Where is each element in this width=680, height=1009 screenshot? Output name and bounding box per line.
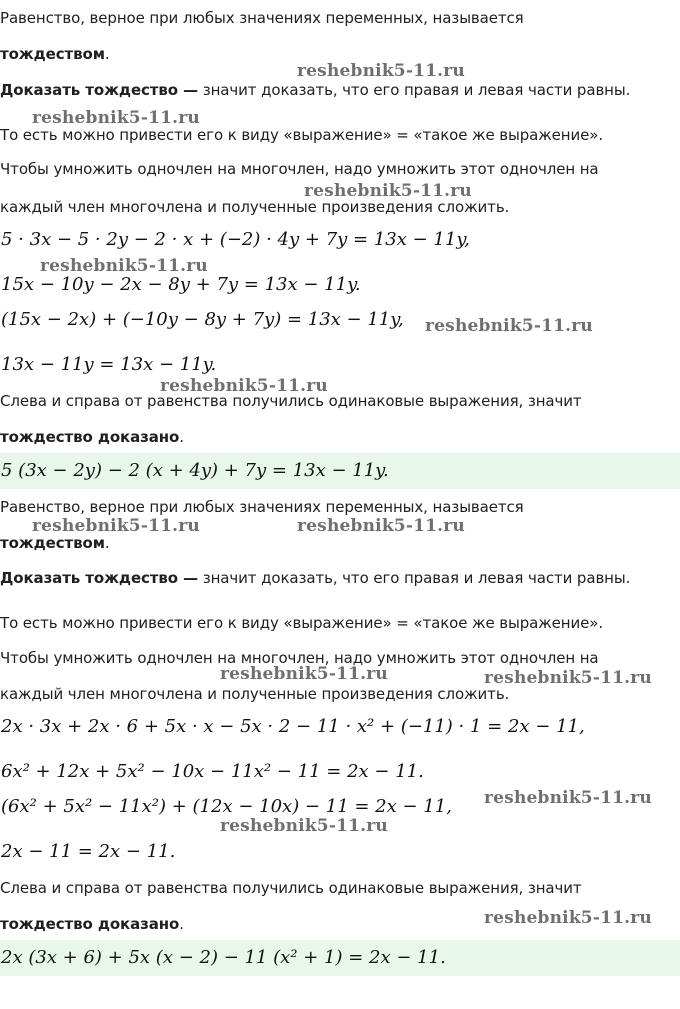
watermark: reshebnik5-11.ru [484,668,652,688]
solution-step-4: 2x − 11 = 2x − 11. [1,841,176,862]
solution-step-1: 2x · 3x + 2x · 6 + 5x · x − 5x · 2 − 11 · x² + (−11) · 1 = 2x − 11, [1,716,585,737]
definition-text: Равенство, верное при любых значениях переменных, называется [0,9,524,27]
solution-step-4: 13x − 11y = 13x − 11y. [1,354,217,375]
proved-text: тождество доказано. [0,428,184,446]
watermark: reshebnik5-11.ru [304,181,472,201]
watermark: reshebnik5-11.ru [484,788,652,808]
watermark: reshebnik5-11.ru [484,908,652,928]
watermark: reshebnik5-11.ru [32,108,200,128]
conclusion-text: Слева и справа от равенства получились одинаковые выражения, значит [0,879,582,897]
watermark: reshebnik5-11.ru [220,816,388,836]
rule-text-line2: каждый член многочлена и полученные произведения сложить. [0,685,510,703]
watermark: reshebnik5-11.ru [425,316,593,336]
watermark: reshebnik5-11.ru [297,61,465,81]
watermark: reshebnik5-11.ru [40,256,208,276]
meaning-text: То есть можно привести его к виду «выражение» = «такое же выражение». [0,614,604,632]
meaning-text: То есть можно привести его к виду «выражение» = «такое же выражение». [0,126,604,144]
definition-term: тождеством. [0,45,110,63]
watermark: reshebnik5-11.ru [220,664,388,684]
definition-term: тождеством. [0,534,110,552]
rule-text-line2: каждый член многочлена и полученные произведения сложить. [0,198,510,216]
watermark: reshebnik5-11.ru [160,376,328,396]
answer-formula: 5 (3x − 2y) − 2 (x + 4y) + 7y = 13x − 11y. [1,460,389,481]
solution-step-2: 15x − 10y − 2x − 8y + 7y = 13x − 11y. [1,274,361,295]
solution-step-3: (15x − 2x) + (−10y − 8y + 7y) = 13x − 11y, [1,309,404,330]
solution-step-1: 5 · 3x − 5 · 2y − 2 · x + (−2) · 4y + 7y = 13x − 11y, [1,229,470,250]
prove-identity-text: Доказать тождество — значит доказать, что его правая и левая части равны. [0,81,631,99]
watermark: reshebnik5-11.ru [297,516,465,536]
rule-text-line1: Чтобы умножить одночлен на многочлен, надо умножить этот одночлен на [0,160,599,178]
watermark: reshebnik5-11.ru [32,516,200,536]
solution-step-2: 6x² + 12x + 5x² − 10x − 11x² − 11 = 2x − 11. [1,761,424,782]
definition-text: Равенство, верное при любых значениях переменных, называется [0,498,524,516]
prove-identity-text: Доказать тождество — значит доказать, что его правая и левая части равны. [0,569,631,587]
answer-formula: 2x (3x + 6) + 5x (x − 2) − 11 (x² + 1) = 2x − 11. [1,947,446,968]
proved-text: тождество доказано. [0,915,184,933]
conclusion-text: Слева и справа от равенства получились одинаковые выражения, значит [0,392,582,410]
solution-step-3: (6x² + 5x² − 11x²) + (12x − 10x) − 11 = 2x − 11, [1,796,452,817]
rule-text-line1: Чтобы умножить одночлен на многочлен, надо умножить этот одночлен на [0,649,599,667]
